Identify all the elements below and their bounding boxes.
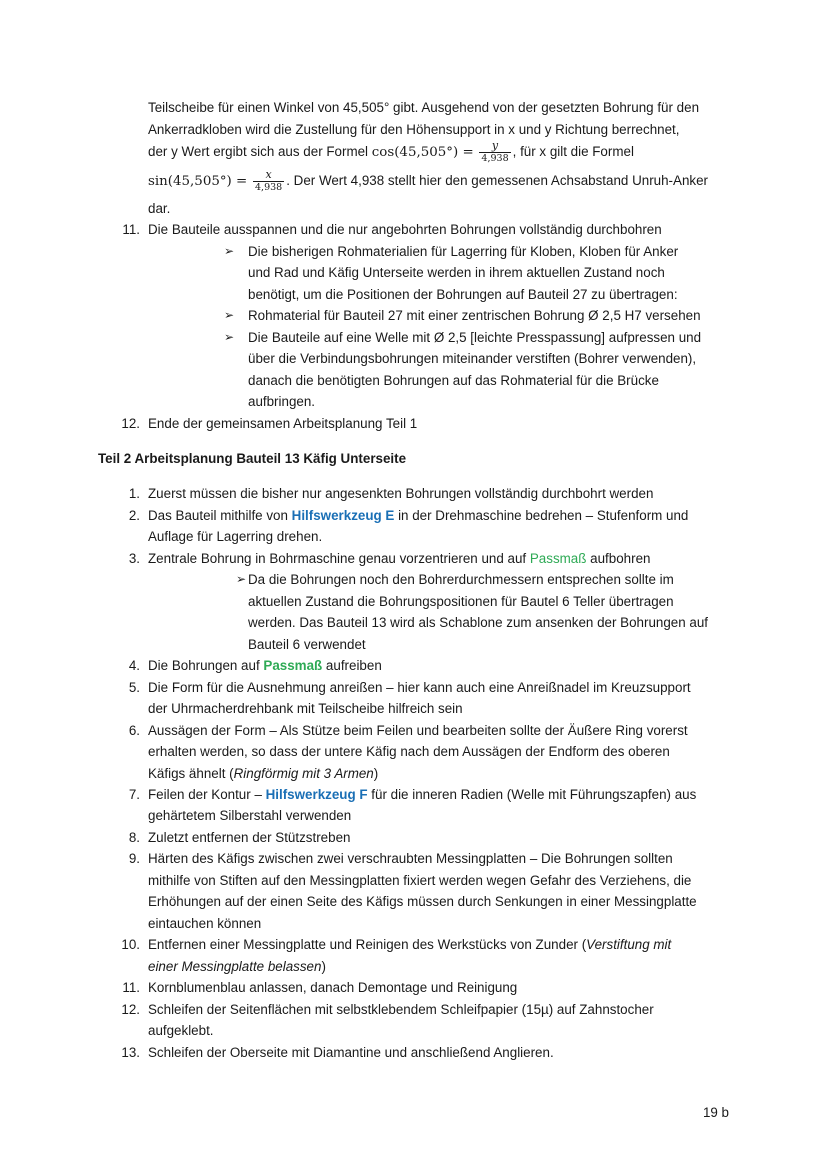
list-item-9-line-1: Härten des Käfigs zwischen zwei verschraubten Messingplatten – Die Bohrungen sollten <box>148 851 673 866</box>
list-item-9-line-2: mithilfe von Stiften auf den Messingplatten fixiert werden wegen Gefahr des Verziehens, die <box>148 873 692 888</box>
list-item-3-text: Zentrale Bohrung in Bohrmaschine genau vorzentrieren und auf <box>148 551 530 566</box>
list-item-4 <box>148 655 382 676</box>
arrow-bullet-icon: ➢ <box>236 572 247 586</box>
list-item-3-text-tail: aufbohren <box>586 551 651 566</box>
bullet-3-line-4: aufbringen. <box>248 394 316 409</box>
list-number-3: 3. <box>128 551 140 566</box>
list-number-11b: 11. <box>122 980 140 995</box>
bullet-2-line-1: Rohmaterial für Bauteil 27 mit einer zentrischen Bohrung Ø 2,5 H7 versehen <box>248 308 701 323</box>
list-item-9-line-4: eintauchen können <box>148 916 262 931</box>
intro-line-5: dar. <box>148 201 171 216</box>
list-item-7-text: Feilen der Kontur – <box>148 787 266 802</box>
bullet-3-line-2: über die Verbindungsbohrungen miteinander verstiften (Bohrer verwenden), <box>248 351 697 366</box>
list-number-7: 7. <box>128 787 140 802</box>
intro-line-3-text: der y Wert ergibt sich aus der Formel <box>148 144 372 160</box>
list-item-6-line-3-text: Käfigs ähnelt ( <box>148 766 234 781</box>
list-number-8: 8. <box>128 830 140 845</box>
list-item-5-line-2: der Uhrmacherdrehbank mit Teilscheibe hilfreich sein <box>148 701 463 716</box>
list-item-12: Ende der gemeinsamen Arbeitsplanung Teil 1 <box>148 416 418 431</box>
list-item-10-close-paren: ) <box>321 959 326 974</box>
list-item-4-text-tail: aufreiben <box>322 658 382 673</box>
list-number-9: 9. <box>128 851 140 866</box>
list-item-11b: Kornblumenblau anlassen, danach Demontage und Reinigung <box>148 980 518 995</box>
intro-line-2: Ankerradkloben wird die Zustellung für den Höhensupport in x und y Richtung berrechnet, <box>148 122 680 137</box>
list-item-7-line-2: gehärtetem Silberstahl verwenden <box>148 808 352 823</box>
list-item-10-italic-1: Verstiftung mit <box>586 937 672 952</box>
bullet-1-line-3: benötigt, um die Positionen der Bohrungen auf Bauteil 27 zu übertragen: <box>248 287 678 302</box>
fraction-y-numerator: y <box>491 139 499 152</box>
intro-line-3-tail: , für x gilt die Formel <box>512 144 634 160</box>
list-item-2-text-tail: in der Drehmaschine bedrehen – Stufenform und <box>394 508 689 523</box>
intro-line-4-tail: . Der Wert 4,938 stellt hier den gemessenen Achsabstand Unruh-Anker <box>286 173 708 189</box>
intro-line-3 <box>148 140 634 165</box>
list-item-10-line-1 <box>148 934 671 955</box>
list-number-10: 10. <box>121 937 140 952</box>
list-item-2-line-2: Auflage für Lagerring drehen. <box>148 529 323 544</box>
list-item-2-text: Das Bauteil mithilfe von <box>148 508 292 523</box>
fraction-x-numerator: x <box>265 168 272 181</box>
list-number-5: 5. <box>128 680 140 695</box>
list-item-12b-line-2: aufgeklebt. <box>148 1023 214 1038</box>
list-number-11: 11. <box>122 222 140 237</box>
list-item-5-line-1: Die Form für die Ausnehmung anreißen – hier kann auch eine Anreißnadel im Kreuzsupport <box>148 680 691 695</box>
list-item-8: Zuletzt entfernen der Stützstreben <box>148 830 351 845</box>
list-item-6-close-paren: ) <box>373 766 379 781</box>
bullet-3-line-1: Die Bauteile auf eine Welle mit Ø 2,5 [leichte Presspassung] aufpressen und <box>248 330 702 345</box>
passmass-term: Passmaß <box>529 551 587 566</box>
intro-line-1: Teilscheibe für einen Winkel von 45,505° gibt. Ausgehend von der gesetzten Bohrung für den <box>148 100 700 115</box>
arrow-bullet-icon: ➢ <box>224 244 235 258</box>
list-item-7-text-tail: für die inneren Radien (Welle mit Führungszapfen) aus <box>367 787 697 802</box>
list-item-6-line-3 <box>148 763 378 784</box>
bullet-1-line-1: Die bisherigen Rohmaterialien für Lagerring für Kloben, Kloben für Anker <box>248 244 679 259</box>
list-item-12b-line-1: Schleifen der Seitenflächen mit selbstklebendem Schleifpapier (15µ) auf Zahnstocher <box>148 1002 654 1017</box>
list-item-6-line-1: Aussägen der Form – Als Stütze beim Feilen und bearbeiten sollte der Äußere Ring vorerst <box>148 723 688 738</box>
sub-bullet-line-4: Bauteil 6 verwendet <box>248 637 366 652</box>
list-number-4: 4. <box>128 658 140 673</box>
list-item-6-line-2: erhalten werden, so dass der untere Käfig nach dem Aussägen der Endform des oberen <box>148 744 670 759</box>
list-item-10-italic-2: einer Messingplatte belassen <box>148 959 322 974</box>
tool-f-link[interactable]: Hilfswerkzeug F <box>265 787 368 802</box>
list-item-13: Schleifen der Oberseite mit Diamantine und anschließend Anglieren. <box>148 1045 554 1060</box>
arrow-bullet-icon: ➢ <box>224 330 235 344</box>
sub-bullet-line-3: werden. Das Bauteil 13 wird als Schablone zum ansenken der Bohrungen auf <box>248 615 709 630</box>
sin-expression: sin(45,505°) = <box>148 174 248 190</box>
list-number-2: 2. <box>128 508 140 523</box>
list-item-1: Zuerst müssen die bisher nur angesenkten Bohrungen vollständig durchbohrt werden <box>148 486 654 501</box>
fraction-x <box>253 169 284 194</box>
list-item-3 <box>148 548 650 569</box>
sub-bullet-line-2: aktuellen Zustand die Bohrungspositionen für Bautel 6 Teller übertragen <box>248 594 674 609</box>
passmass-term: Passmaß <box>263 658 323 673</box>
list-number-6: 6. <box>128 723 140 738</box>
list-item-9-line-3: Erhöhungen auf der einen Seite des Käfigs müssen durch Senkungen in einer Messingplatte <box>148 894 697 909</box>
list-item-2 <box>148 505 688 526</box>
arrow-bullet-icon: ➢ <box>224 308 235 322</box>
list-item-10-line-2 <box>148 956 326 977</box>
list-number-12: 12. <box>121 416 140 431</box>
tool-e-link[interactable]: Hilfswerkzeug E <box>291 508 395 523</box>
list-item-4-text: Die Bohrungen auf <box>148 658 264 673</box>
list-item-6-italic: Ringförmig mit 3 Armen <box>233 766 374 781</box>
fraction-y-denominator: 4,938 <box>481 153 509 164</box>
intro-line-4 <box>148 169 708 194</box>
cos-expression: cos(45,505°) = <box>371 145 474 161</box>
list-number-13: 13. <box>121 1045 140 1060</box>
list-number-12b: 12. <box>121 1002 140 1017</box>
list-item-7 <box>148 784 696 805</box>
fraction-x-denominator: 4,938 <box>255 182 283 193</box>
bullet-3-line-3: danach die benötigten Bohrungen auf das Rohmaterial für die Brücke <box>248 373 659 388</box>
list-number-1: 1. <box>128 486 140 501</box>
page-number: 19 b <box>702 1105 729 1120</box>
fraction-y <box>479 140 510 165</box>
bullet-1-line-2: und Rad und Käfig Unterseite werden in ihrem aktuellen Zustand noch <box>248 265 665 280</box>
list-item-11: Die Bauteile ausspannen und die nur angebohrten Bohrungen vollständig durchbohren <box>148 222 662 237</box>
section-heading: Teil 2 Arbeitsplanung Bauteil 13 Käfig Unterseite <box>98 451 407 466</box>
sub-bullet-line-1: Da die Bohrungen noch den Bohrerdurchmessern entsprechen sollte im <box>248 572 674 587</box>
list-item-10-text: Entfernen einer Messingplatte und Reinigen des Werkstücks von Zunder ( <box>148 937 587 952</box>
